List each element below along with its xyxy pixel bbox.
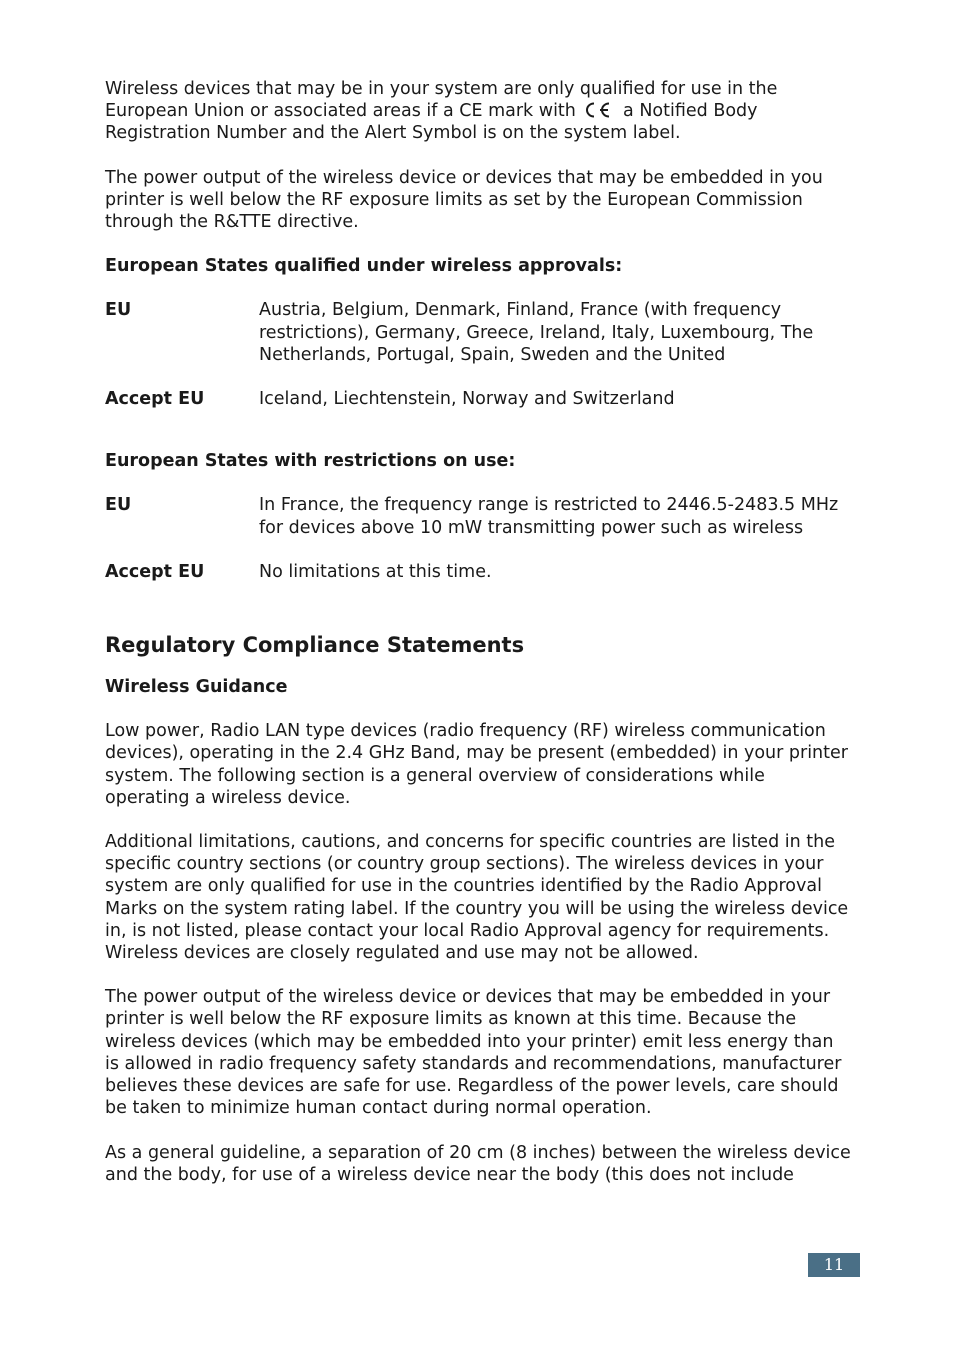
intro-paragraph-2: The power output of the wireless device or devices that may be embedded in you printer is well below the RF exposure limits as set by the European Commission through the R&TTE directive. [105, 167, 823, 233]
row-value: Iceland, Liechtenstein, Norway and Switzerland [259, 389, 675, 410]
row-value: No limitations at this time. [259, 561, 492, 582]
intro-paragraph-1 [105, 78, 853, 145]
intro-text-before-mark: Wireless devices that may be in your system are only qualified for use in the European Union or associated areas if a CE mark with [105, 79, 778, 122]
row-label: EU [105, 495, 132, 516]
restrictions-row-accept-eu [105, 561, 853, 583]
row-label: Accept EU [105, 561, 205, 582]
page-number-badge: 11 [808, 1253, 860, 1277]
restrictions-row-eu [105, 494, 853, 538]
body-paragraph: Low power, Radio LAN type devices (radio frequency (RF) wireless communication devices), operating in the 2.4 GHz Band, may be present (embedded) in your printer system. The following section is a general overview of considerations while operating a wireless device. [105, 721, 848, 808]
body-paragraph: As a general guideline, a separation of 20 cm (8 inches) between the wireless device and the body, for use of a wireless device near the body (this does not include [105, 1142, 851, 1185]
body-paragraph: The power output of the wireless device or devices that may be embedded in your printer is well below the RF exposure limits as known at this time. Because the wireless devices (which may be embedded into your printer) emit less energy than is allowed in radio frequency safety standards and recommendations, manufacturer believes these devices are safe for use. Regardless of the power levels, care should be taken to minimize human contact during normal operation. [105, 987, 842, 1119]
qualified-row-eu [105, 299, 853, 366]
row-value: Austria, Belgium, Denmark, Finland, France (with frequency restrictions), Germany, Greece, Ireland, Italy, Luxembourg, The Netherlands, Portugal, Spain, Sweden and the United [259, 300, 814, 365]
section-subtitle: Wireless Guidance [105, 677, 288, 698]
ce-mark-icon [583, 101, 613, 119]
restrictions-heading: European States with restrictions on use: [105, 451, 516, 472]
row-label: Accept EU [105, 389, 205, 410]
body-paragraph: Additional limitations, cautions, and concerns for specific countries are listed in the specific country sections (or country group sections). The wireless devices in your system are only qualified for use in the countries identified by the Radio Approval Marks on the system rating label. If the country you will be using the wireless device in, is not listed, please contact your local Radio Approval agency for requirements. Wireless devices are closely regulated and use may not be allowed. [105, 832, 849, 964]
row-label: EU [105, 300, 132, 321]
intro-text-after-mark: a Notified Body Registration Number and the Alert Symbol is on the system label. [105, 101, 758, 144]
qualified-heading: European States qualified under wireless approvals: [105, 256, 623, 277]
row-value: In France, the frequency range is restricted to 2446.5-2483.5 MHz for devices above 10 mW transmitting power such as wireless [259, 495, 839, 538]
qualified-row-accept-eu [105, 388, 853, 410]
page-content [105, 78, 853, 1208]
section-title: Regulatory Compliance Statements [105, 633, 525, 658]
